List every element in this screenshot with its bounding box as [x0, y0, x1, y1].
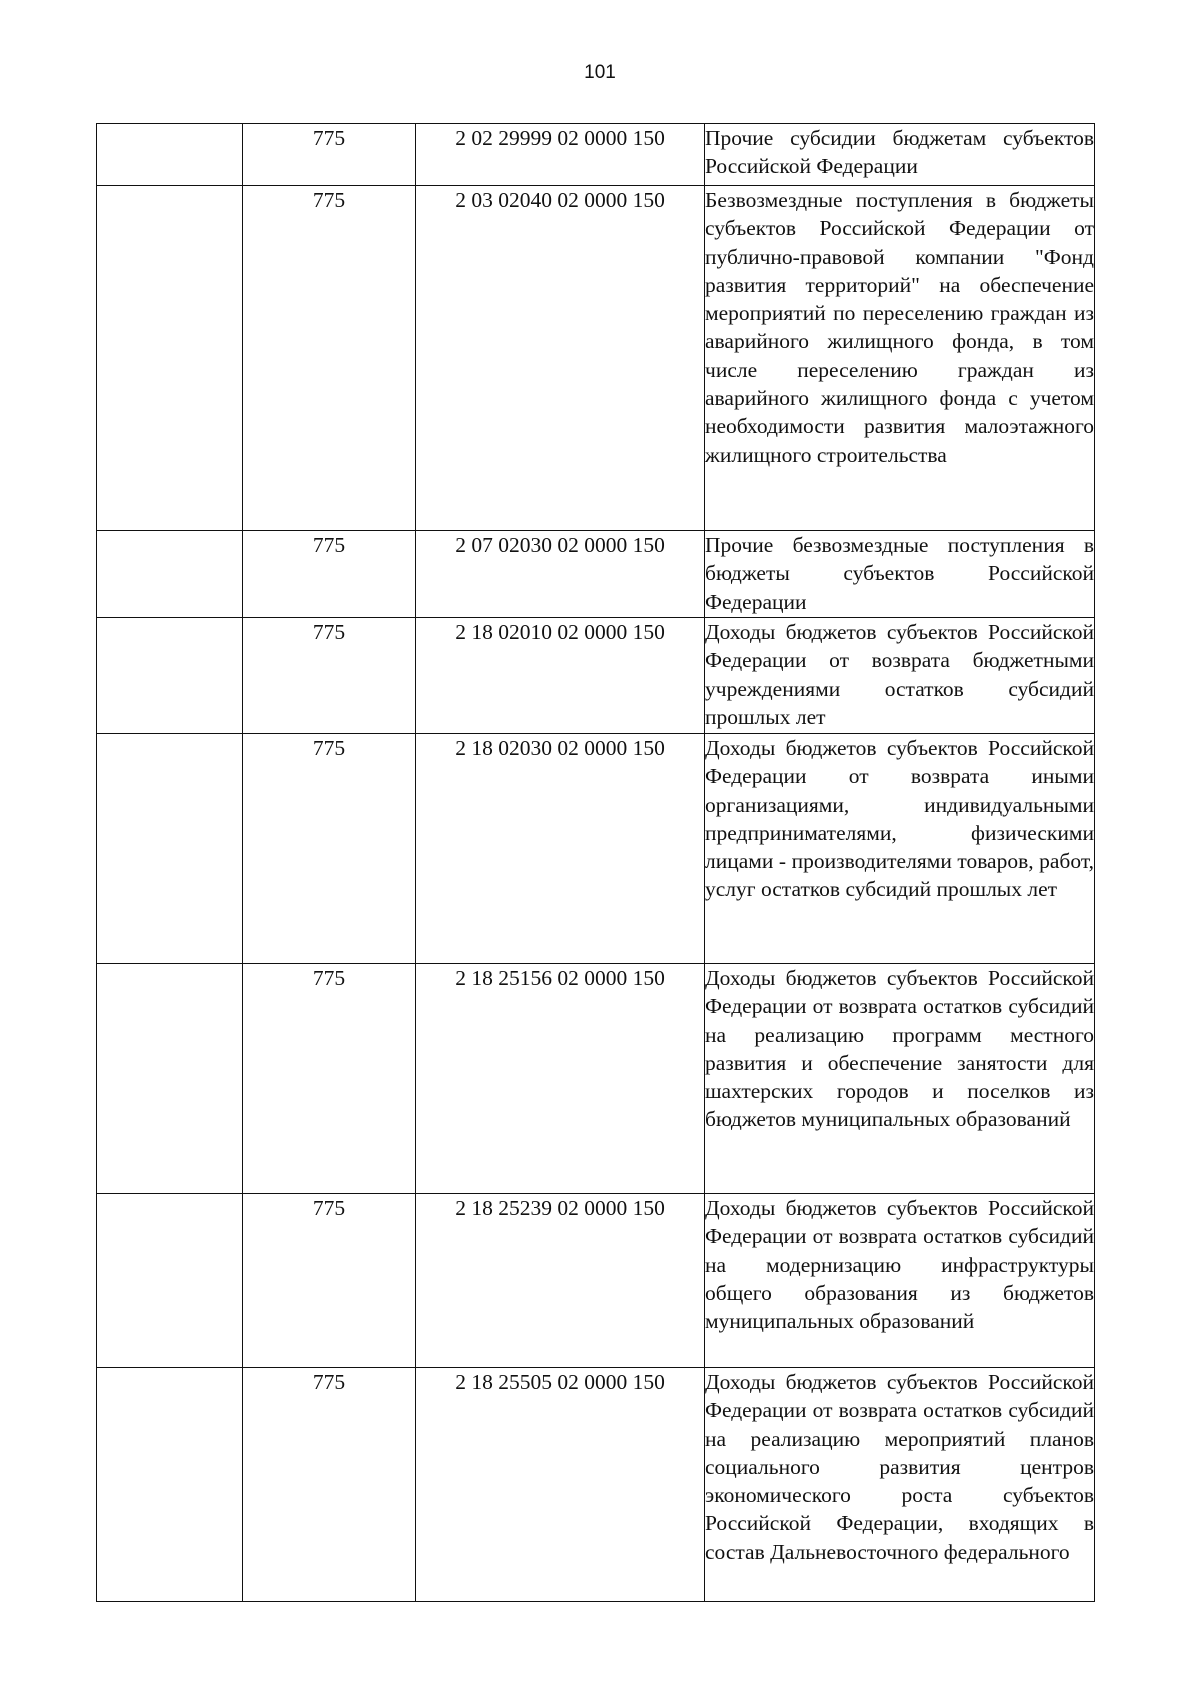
budget-code-cell: 2 18 02030 02 0000 150 — [416, 734, 705, 964]
description-text: Прочие безвозмездные поступления в бюджеты субъектов Российской Федерации — [705, 533, 1094, 614]
empty-cell — [97, 124, 243, 186]
page-number: 101 — [584, 62, 616, 83]
empty-cell — [97, 1368, 243, 1602]
description-cell — [705, 1194, 1095, 1368]
budget-code-cell: 2 02 29999 02 0000 150 — [416, 124, 705, 186]
description-text: Доходы бюджетов субъектов Российской Федерации от возврата остатков субсидий на реализацию мероприятий планов социального развития центров экономического роста субъектов Российской Федерации, входящих в состав Дальневосточного федерального — [705, 1370, 1094, 1564]
admin-code-cell: 775 — [243, 186, 416, 531]
table-row — [97, 964, 1095, 1194]
description-text: Доходы бюджетов субъектов Российской Федерации от возврата остатков субсидий на модернизацию инфраструктуры общего образования из бюджетов муниципальных образований — [705, 1196, 1094, 1334]
table-row — [97, 734, 1095, 964]
budget-code-cell: 2 03 02040 02 0000 150 — [416, 186, 705, 531]
description-cell — [705, 124, 1095, 186]
description-text: Доходы бюджетов субъектов Российской Федерации от возврата остатков субсидий на реализацию программ местного развития и обеспечение занятости для шахтерских городов и поселков из бюджетов муниципальных образований — [705, 966, 1094, 1132]
description-text: Доходы бюджетов субъектов Российской Федерации от возврата бюджетными учреждениями остатков субсидий прошлых лет — [705, 620, 1094, 729]
description-cell — [705, 734, 1095, 964]
admin-code-cell: 775 — [243, 734, 416, 964]
description-text: Безвозмездные поступления в бюджеты субъектов Российской Федерации от публично-правовой компании "Фонд развития территорий" на обеспечение мероприятий по переселению граждан из аварийного жилищного фонда, в том числе переселению граждан из аварийного жилищного фонда с учетом необходимости развития малоэтажного жилищного строительства — [705, 188, 1094, 467]
description-cell — [705, 186, 1095, 531]
table-row — [97, 618, 1095, 734]
description-cell — [705, 1368, 1095, 1602]
admin-code-cell: 775 — [243, 618, 416, 734]
table-row — [97, 124, 1095, 186]
description-cell — [705, 618, 1095, 734]
admin-code-cell: 775 — [243, 1368, 416, 1602]
admin-code-cell: 775 — [243, 531, 416, 618]
empty-cell — [97, 1194, 243, 1368]
empty-cell — [97, 618, 243, 734]
budget-code-cell: 2 18 25156 02 0000 150 — [416, 964, 705, 1194]
budget-classification-table — [96, 123, 1095, 1602]
description-text: Доходы бюджетов субъектов Российской Федерации от возврата иными организациями, индивидуальными предпринимателями, физическими лицами - производителями товаров, работ, услуг остатков субсидий прошлых лет — [705, 736, 1094, 902]
budget-code-cell: 2 07 02030 02 0000 150 — [416, 531, 705, 618]
table-row — [97, 1368, 1095, 1602]
empty-cell — [97, 964, 243, 1194]
table-row — [97, 531, 1095, 618]
table-row — [97, 186, 1095, 531]
description-cell — [705, 531, 1095, 618]
description-text: Прочие субсидии бюджетам субъектов Российской Федерации — [705, 126, 1094, 179]
budget-code-cell: 2 18 25505 02 0000 150 — [416, 1368, 705, 1602]
budget-code-cell: 2 18 02010 02 0000 150 — [416, 618, 705, 734]
admin-code-cell: 775 — [243, 1194, 416, 1368]
budget-code-cell: 2 18 25239 02 0000 150 — [416, 1194, 705, 1368]
empty-cell — [97, 186, 243, 531]
table-row — [97, 1194, 1095, 1368]
description-cell — [705, 964, 1095, 1194]
admin-code-cell: 775 — [243, 964, 416, 1194]
empty-cell — [97, 734, 243, 964]
empty-cell — [97, 531, 243, 618]
admin-code-cell: 775 — [243, 124, 416, 186]
